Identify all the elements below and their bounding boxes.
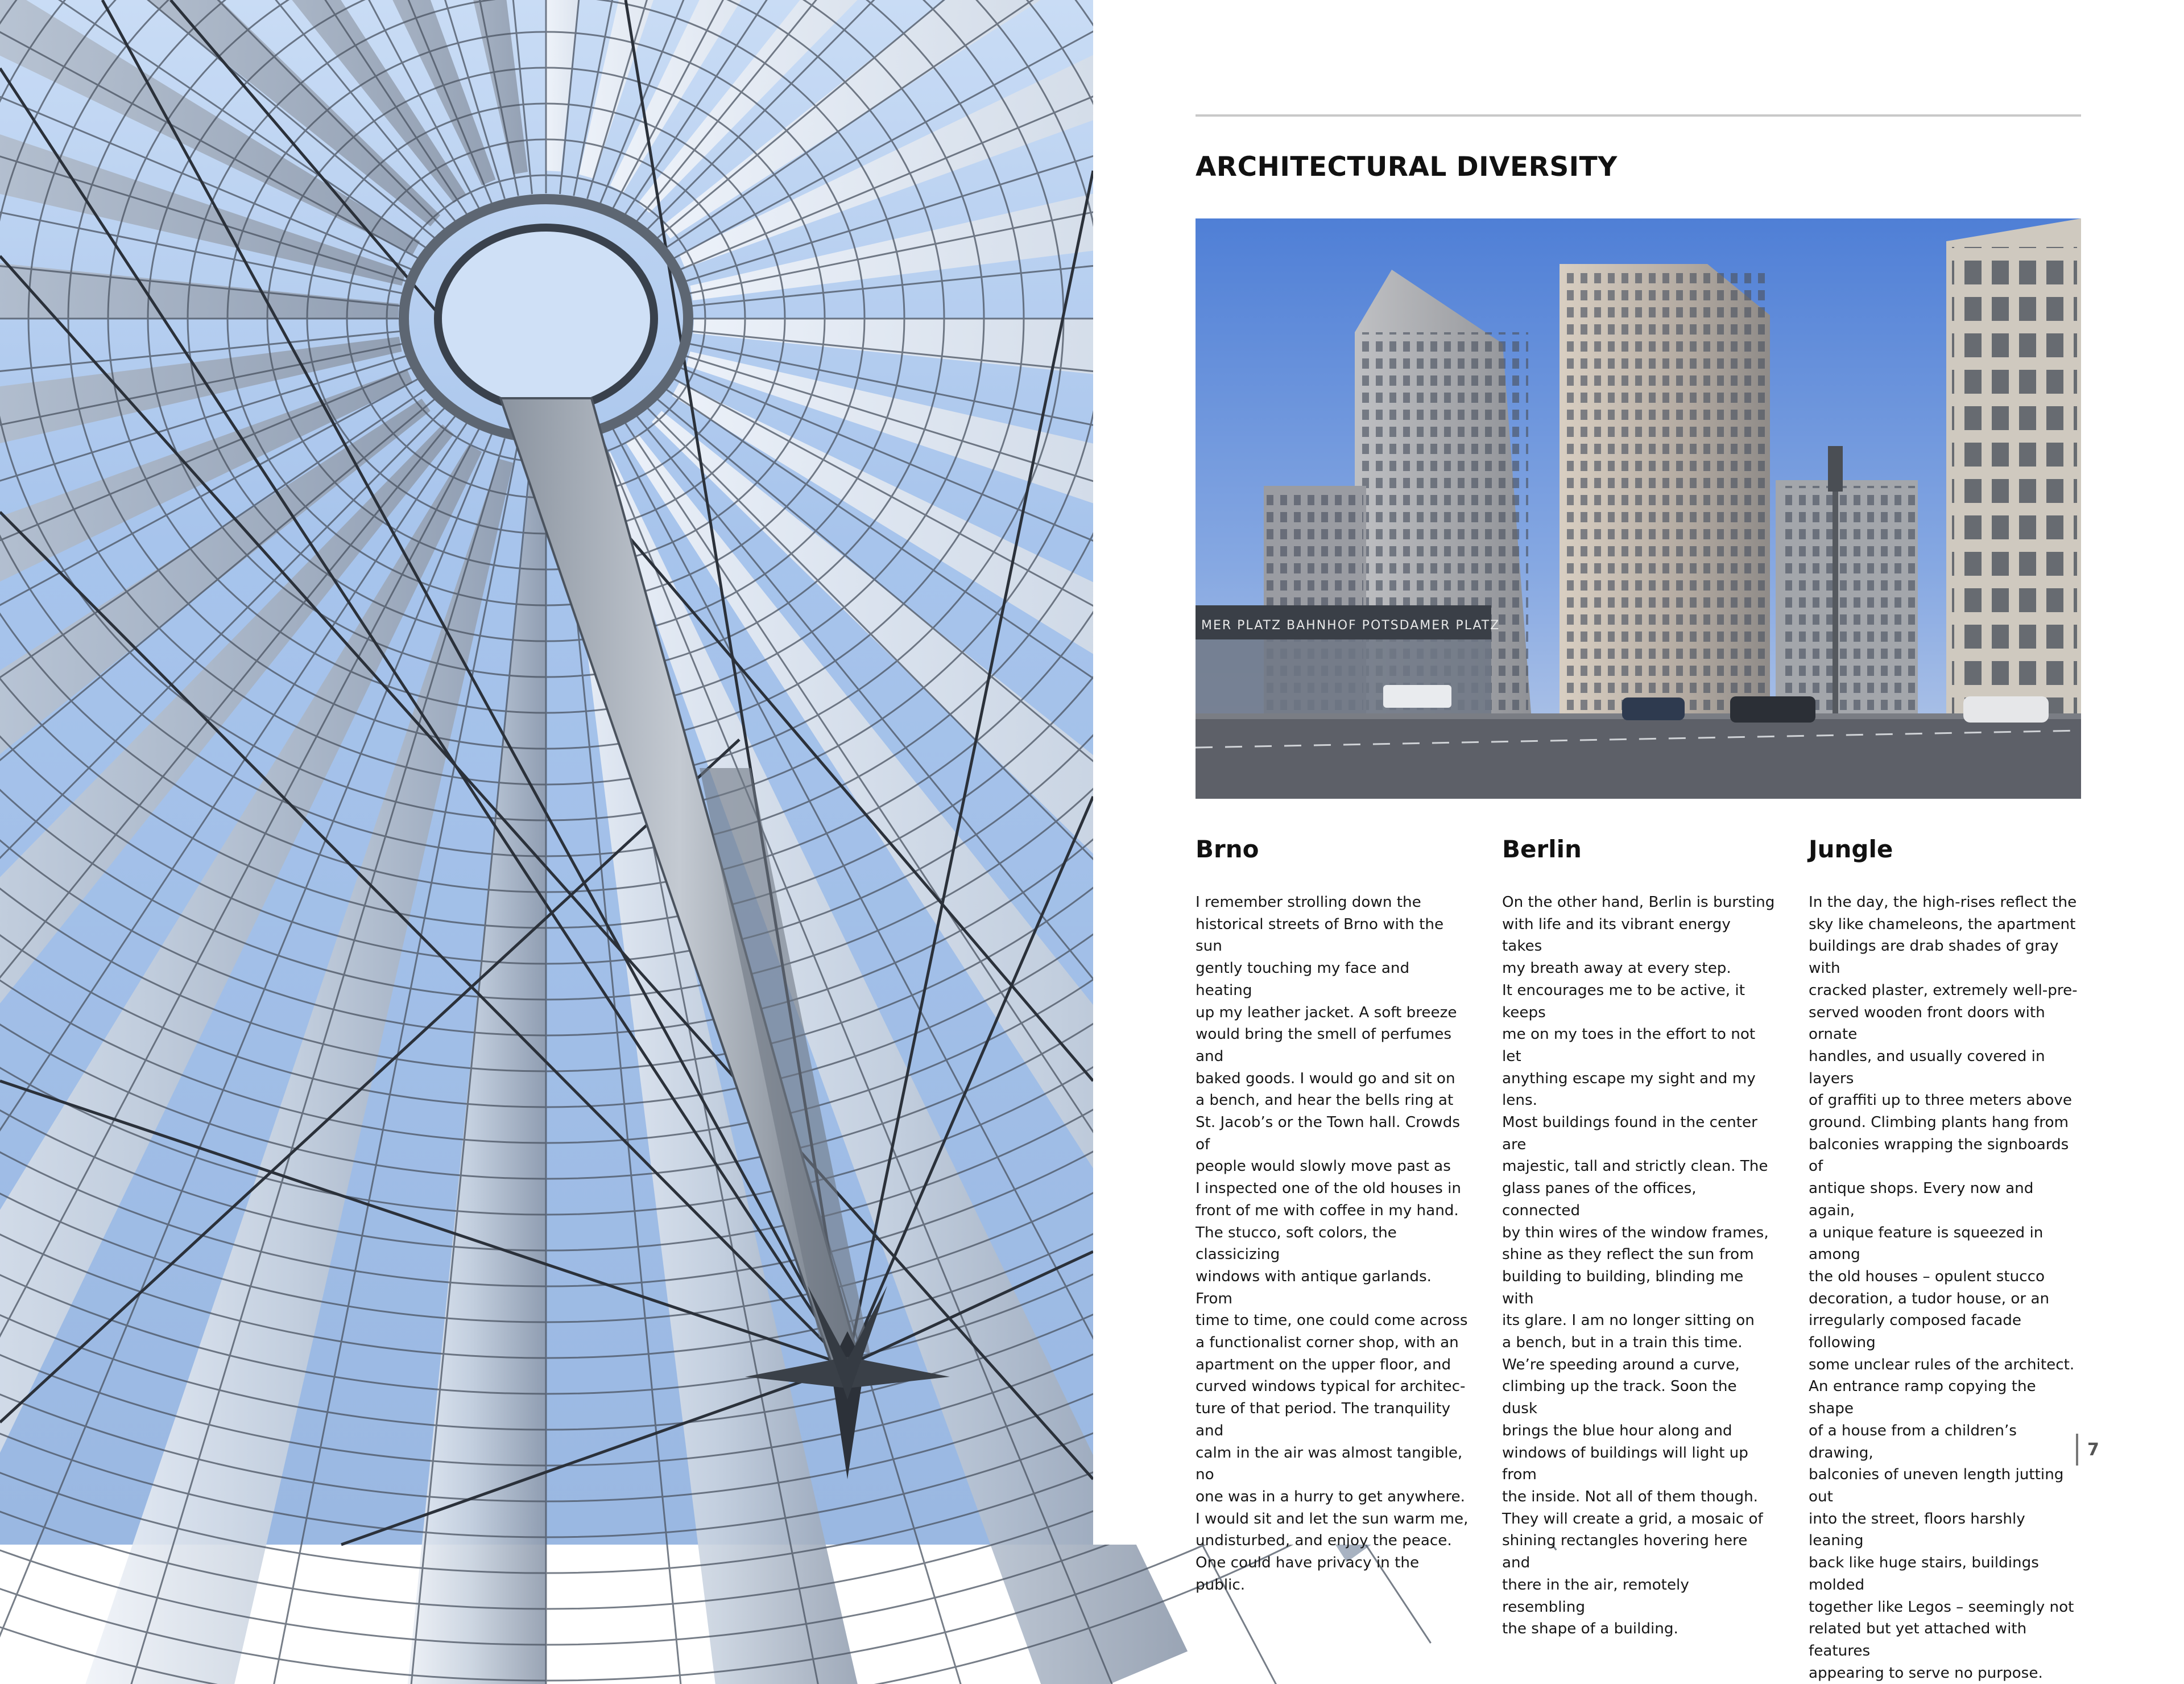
dome-illustration bbox=[0, 0, 1093, 1545]
potsdamer-platz-photo bbox=[1196, 218, 2081, 799]
page-number-bar bbox=[2076, 1434, 2078, 1466]
potsdamer-platz-illustration bbox=[1196, 218, 2081, 799]
column-berlin bbox=[1502, 832, 1775, 1640]
page-number-block bbox=[2076, 1434, 2099, 1466]
oculus-ring-inner bbox=[438, 228, 654, 410]
column-heading-berlin: Berlin bbox=[1502, 835, 1582, 863]
column-heading-jungle: Jungle bbox=[1809, 835, 1893, 863]
column-jungle bbox=[1809, 832, 2082, 1684]
top-divider-rule bbox=[1196, 114, 2081, 117]
column-body-brno: I remember strolling down the historical streets of Brno with the sun gently touching my face and heating up my leather jacket. A soft breeze would bring the smell of perfumes and baked goods. I would go and sit on a bench, and hear the bells ring at St. Jacob’s or the Town hall. Crowds of people would slowly move past as I inspected one of the old houses in front of me with coffee in my hand. The stucco, soft colors, the classicizing windows with antique garlands. From time to time, one could come across a functionalist corner shop, with an apartment on the upper floor, and curved windows typical for architec- ture of that period. The tranquility and calm in the air was almost tangible, no one was in a hurry to get anywhere. I would sit and let the sun warm me, undisturbed, and enjoy the peace. One could have privacy in the public. bbox=[1196, 894, 1469, 1594]
page-number: 7 bbox=[2087, 1439, 2099, 1460]
section-title: ARCHITECTURAL DIVERSITY bbox=[1196, 151, 1618, 183]
column-body-jungle: In the day, the high-rises reflect the sky like chameleons, the apartment buildings are drab shades of gray with cracked plaster, extremely well-pre- served wooden front doors with ornate handles, and usually covered in layers of graffiti up to three meters above ground. Climbing plants hang from balconies wrapping the signboards of antique shops. Every now and again, a unique feature is squeezed in among the old houses – opulent stucco decoration, a tudor house, or an irregularly composed facade following some unclear rules of the architect. An entrance ramp copying the shape of a house from a children’s drawing, balconies of uneven length jutting out into the street, floors harshly leaning back like huge stairs, buildings molded together like Legos – seemingly not related but yet attached with features appearing to serve no purpose. bbox=[1809, 894, 2078, 1682]
station-sign-text: MER PLATZ BAHNHOF POTSDAMER PLATZ bbox=[1201, 618, 1500, 633]
column-brno bbox=[1196, 832, 1469, 1596]
right-page bbox=[1093, 0, 2184, 1682]
sony-center-dome-photo bbox=[0, 0, 1093, 1545]
column-heading-brno: Brno bbox=[1196, 835, 1259, 863]
column-body-berlin: On the other hand, Berlin is bursting with life and its vibrant energy takes my breath away at every step. It encourages me to be active, it keeps me on my toes in the effort to not let anything escape my sight and my lens. Most buildings found in the center are majestic, tall and strictly clean. The glass panes of the offices, connected by thin wires of the window frames, shine as they reflect the sun from building to building, blinding me with its glare. I am no longer sitting on a bench, but in a train this time. We’re speeding around a curve, climbing up the track. Soon the dusk brings the blue hour along and windows of buildings will light up from the inside. Not all of them though. They will create a grid, a mosaic of shining rectangles hovering here and there in the air, remotely resembling the shape of a building. bbox=[1502, 894, 1775, 1638]
